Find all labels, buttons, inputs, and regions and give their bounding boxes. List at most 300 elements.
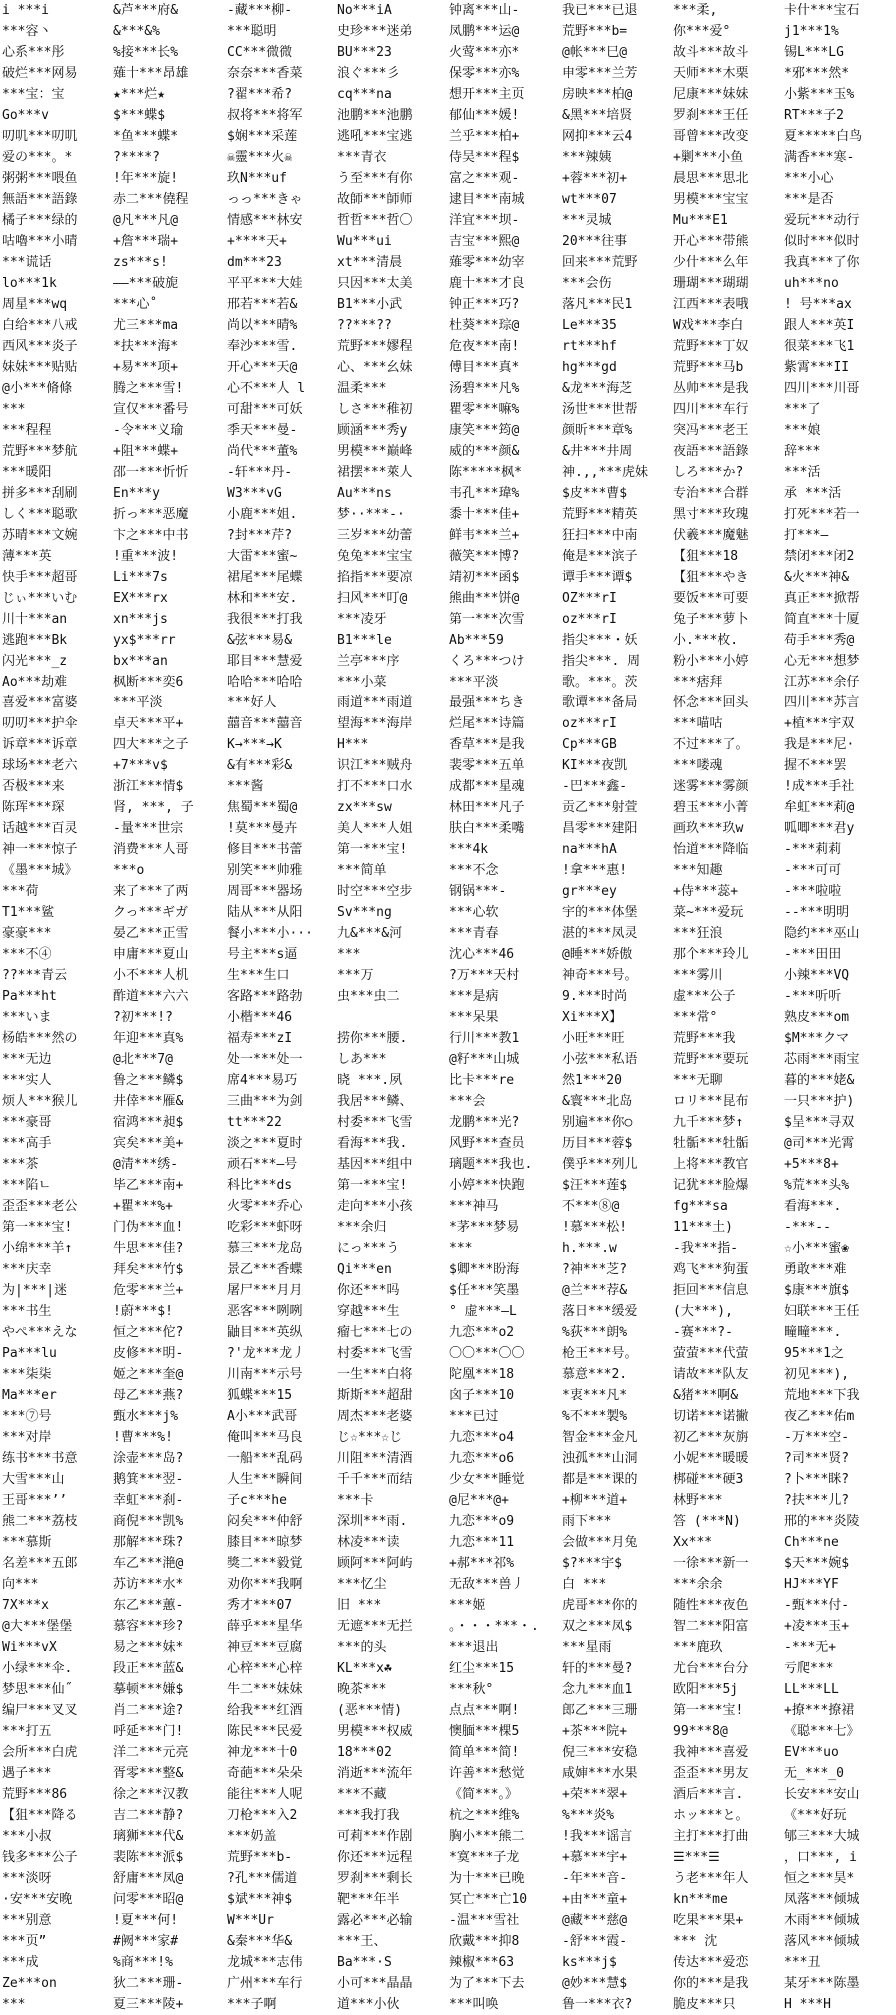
- grid-cell: 心无***想梦: [784, 653, 860, 669]
- grid-cell: 獎二***毅覚: [227, 1555, 303, 1571]
- grid-cell: 大雷***蜜~: [227, 548, 298, 564]
- grid-cell: 小妮***暖暖: [673, 1450, 749, 1466]
- grid-cell: クっ***ギガ: [113, 905, 188, 921]
- grid-cell: ***打五: [2, 1723, 52, 1739]
- grid-cell: 邢的***炎陵: [784, 1513, 860, 1529]
- grid-cell: 18***02: [337, 1744, 392, 1760]
- grid-cell: fg***sa: [673, 1199, 728, 1215]
- grid-cell: 走向***小孩: [337, 1199, 413, 1215]
- grid-cell: 杭之***维%: [449, 1807, 520, 1823]
- grid-cell: 荒野***梦航: [2, 443, 78, 459]
- grid-cell: しさ***稚初: [337, 401, 413, 417]
- grid-cell: ?****?: [113, 149, 160, 165]
- grid-cell: 吉二***静?: [113, 1807, 184, 1823]
- grid-cell: 比卡***re: [449, 1073, 515, 1089]
- grid-cell: 打死***若一: [784, 506, 860, 522]
- grid-cell: 处一***处一: [227, 1052, 303, 1068]
- grid-cell: +茶***院+: [562, 1723, 628, 1739]
- grid-cell: 你还***远程: [337, 1849, 413, 1865]
- grid-cell: ***星雨: [562, 1639, 612, 1655]
- grid-cell: *衷***凡*: [562, 1387, 628, 1403]
- grid-cell: ***无聊: [673, 1073, 723, 1089]
- grid-cell: 无遮***无拦: [337, 1618, 413, 1634]
- grid-cell: ***柔,: [673, 3, 718, 18]
- grid-cell: 酒后***言.: [673, 1786, 744, 1802]
- grid-cell: 瞿零***嘛%: [449, 401, 520, 417]
- grid-cell: 俺是***滨子: [562, 548, 638, 564]
- grid-cell: 深圳***雨.: [337, 1513, 408, 1529]
- grid-cell: 《简***。》: [449, 1786, 518, 1802]
- grid-cell: ***淡呀: [2, 1870, 52, 1886]
- grid-cell: -***听听: [784, 989, 842, 1005]
- grid-cell: ***平淡: [449, 674, 499, 690]
- grid-cell: じ☆***☆じ: [337, 1429, 403, 1445]
- grid-cell: 爱玩***动行: [784, 212, 860, 228]
- grid-cell: $天***婉$: [784, 1555, 850, 1571]
- grid-cell: 双之***凤$: [562, 1618, 633, 1634]
- grid-cell: Li***7s: [113, 569, 168, 585]
- grid-cell: 腾之***雪!: [113, 380, 184, 396]
- grid-cell: 似时***似时: [784, 233, 860, 249]
- grid-cell: +蓉***初+: [562, 170, 628, 186]
- grid-cell: 不过***了。: [673, 737, 749, 753]
- grid-cell: 故師***師师: [337, 191, 413, 207]
- grid-cell: 许善***愁觉: [449, 1765, 525, 1781]
- grid-cell: -藏***柳-: [227, 3, 293, 18]
- grid-cell: 懊腼***棵5: [449, 1723, 520, 1739]
- grid-cell: &弦***易&: [227, 632, 293, 648]
- grid-cell: ***心˚: [113, 296, 158, 312]
- grid-cell: 紫霄***II: [784, 359, 850, 375]
- grid-cell: 第一***宝!: [2, 1220, 73, 1236]
- grid-cell: $斌***神$: [227, 1891, 293, 1907]
- grid-cell: 回来***荒野: [562, 254, 638, 270]
- grid-cell: 时空***空步: [337, 884, 413, 900]
- grid-cell: 人生***瞬间: [227, 1471, 303, 1487]
- grid-cell: $呈***寻双: [784, 1115, 855, 1131]
- grid-cell: 拒回***信息: [673, 1283, 749, 1299]
- grid-cell: W戏***李白: [673, 317, 744, 333]
- grid-cell: *** 沈: [673, 1933, 718, 1949]
- grid-cell: Ch***ne: [784, 1534, 839, 1550]
- grid-cell: 伏羲***魔魅: [673, 527, 749, 543]
- grid-cell: 妹妹***贴贴: [2, 359, 78, 375]
- grid-cell: 牡骺***牡骺: [673, 1136, 749, 1152]
- grid-cell: 易之***妹*: [113, 1639, 184, 1655]
- grid-cell: xn***js: [113, 611, 168, 627]
- grid-cell: zx***sw: [337, 800, 392, 816]
- grid-cell: EV***uo: [784, 1744, 839, 1760]
- grid-cell: 谭手***谭$: [562, 569, 633, 585]
- grid-cell: Ao***劫难: [2, 674, 68, 690]
- grid-cell: 景乙***香蝶: [227, 1262, 303, 1278]
- grid-cell: 兔子***萝卜: [673, 611, 749, 627]
- grid-cell: &有***彩&: [227, 758, 293, 774]
- grid-cell: 荒野***精英: [562, 506, 638, 522]
- grid-cell: 闷矣***仲舒: [227, 1513, 303, 1529]
- grid-cell: 【狙***18: [673, 548, 739, 564]
- grid-cell: 橘子***绿的: [2, 212, 78, 228]
- grid-cell: 粥粥***喂鱼: [2, 170, 78, 186]
- grid-cell: 狄二***珊-: [113, 1975, 184, 1991]
- grid-cell: 牟虹***莉@: [784, 800, 855, 816]
- grid-cell: 轩的***曼?: [562, 1660, 633, 1676]
- grid-cell: 顽石***—号: [227, 1157, 298, 1173]
- grid-cell: 尼康***妹妹: [673, 86, 749, 102]
- grid-cell: 杜葵***琮@: [449, 317, 520, 333]
- grid-cell: 狐蝶***15: [227, 1387, 293, 1403]
- grid-cell: 消逝***流年: [337, 1765, 413, 1781]
- grid-cell: 锡L***LG: [784, 44, 844, 60]
- grid-cell: 然1***20: [562, 1073, 622, 1089]
- grid-cell: 萤萤***代萤: [673, 1346, 749, 1361]
- grid-cell: ***会伤: [562, 275, 612, 291]
- grid-cell: ***好人: [227, 695, 277, 711]
- grid-cell: 指尖***・妖: [562, 632, 638, 648]
- grid-cell: 可甜***可妖: [227, 401, 303, 417]
- grid-cell: 夜乙***佑m: [784, 1408, 855, 1424]
- grid-cell: 斯斯***超甜: [337, 1387, 413, 1403]
- grid-cell: 答 (***N): [673, 1513, 741, 1529]
- grid-cell: 哥曾***改变: [673, 128, 749, 144]
- grid-cell: ☠靈***火☠: [227, 149, 293, 165]
- grid-cell: ***无边: [2, 1052, 52, 1068]
- grid-cell: しあ***: [337, 1052, 387, 1068]
- grid-cell: ??***青云: [2, 968, 68, 984]
- grid-cell: +郝***祁%: [449, 1555, 515, 1571]
- grid-cell: xt***清晨: [337, 254, 403, 270]
- grid-cell: En***y: [113, 485, 160, 501]
- grid-cell: %荒***头%: [784, 1178, 850, 1194]
- grid-cell: 鲁之***鳞$: [113, 1073, 184, 1089]
- grid-cell: 迷雾***雾颜: [673, 779, 749, 795]
- grid-cell: 胥零***整&: [113, 1765, 184, 1781]
- grid-cell: Sv***ng: [337, 905, 392, 921]
- grid-cell: 四大***之子: [113, 737, 189, 753]
- grid-cell: 恶客***咧咧: [227, 1304, 303, 1320]
- grid-cell: 冥亡***亡10: [449, 1891, 528, 1907]
- grid-cell: Le***35: [562, 317, 617, 333]
- grid-cell: 呱唧***君y: [784, 821, 855, 837]
- grid-cell: 耶目***慧爱: [227, 653, 303, 669]
- grid-cell: !我***谣言: [562, 1828, 633, 1844]
- grid-cell: +剿***小鱼: [673, 149, 744, 165]
- grid-cell: 牛二***妹妹: [227, 1681, 303, 1697]
- grid-cell: 你的***是我: [673, 1975, 749, 1991]
- grid-cell: 陈*****枫*: [449, 464, 522, 480]
- grid-cell: ***别意: [2, 1912, 52, 1928]
- grid-cell: ***o: [113, 863, 145, 879]
- grid-cell: Wi***vX: [2, 1639, 57, 1655]
- grid-cell: 荒野***86: [2, 1786, 68, 1802]
- grid-cell: 喜爱***富婆: [2, 695, 78, 711]
- grid-cell: 最强***ちき: [449, 695, 525, 711]
- grid-cell: 宣仅***番号: [113, 401, 189, 417]
- grid-cell: 兔兔***宝宝: [337, 548, 413, 564]
- grid-cell: 不***⑧@: [562, 1199, 620, 1215]
- grid-cell: 给我***红酒: [227, 1702, 303, 1718]
- grid-cell: 九&***&河: [337, 926, 403, 942]
- grid-cell: ?扶***儿?: [784, 1492, 850, 1508]
- grid-cell: 智二***阳富: [673, 1618, 749, 1634]
- grid-cell: 段正***蓝&: [113, 1660, 184, 1676]
- grid-cell: @司***光霄: [784, 1136, 855, 1152]
- grid-cell: 席4***易巧: [227, 1073, 298, 1089]
- grid-cell: 暮的***姥&: [784, 1073, 855, 1089]
- grid-cell: ***喽魂: [673, 758, 723, 774]
- grid-cell: !曹***%!: [113, 1429, 173, 1445]
- grid-cell: 来了***了两: [113, 884, 189, 900]
- grid-cell: 熊曲***饼@: [449, 590, 520, 606]
- grid-cell: 三曲***为剑: [227, 1094, 303, 1110]
- grid-cell: 林和***安.: [227, 590, 298, 606]
- grid-cell: 少什***么年: [673, 254, 749, 270]
- grid-cell: 昌零***建阳: [562, 821, 638, 837]
- grid-cell: cq***na: [337, 86, 392, 102]
- grid-cell: 别笑***帅雅: [227, 863, 303, 879]
- grid-cell: 承 ***活: [784, 485, 842, 501]
- grid-cell: 为了***下去: [449, 1975, 525, 1991]
- grid-cell: 握不***罢: [784, 758, 847, 774]
- grid-cell: 枫断***奕6: [113, 674, 184, 690]
- grid-cell: kn***me: [673, 1891, 728, 1907]
- grid-cell: Xi***X】: [562, 1010, 622, 1026]
- grid-cell: 我是***尼·: [784, 737, 855, 753]
- grid-cell: %不***製%: [562, 1408, 628, 1424]
- grid-cell: 可莉***作剧: [337, 1828, 413, 1844]
- grid-cell: +凌***玉+: [784, 1618, 850, 1634]
- grid-cell: 瘤七***七の: [337, 1325, 413, 1341]
- grid-cell: ***神马: [449, 1199, 499, 1215]
- grid-cell: ***陷ㄴ: [2, 1178, 52, 1194]
- grid-cell: 川十***an: [2, 611, 68, 627]
- grid-cell: 否极***来: [2, 779, 65, 795]
- grid-cell: 夏*****白鸟: [784, 128, 863, 144]
- grid-cell: 浙江***情$: [113, 779, 184, 795]
- grid-cell: 科比***ds: [227, 1178, 293, 1194]
- grid-cell: 练书***书意: [2, 1450, 78, 1466]
- grid-cell: $卿***盼海: [449, 1262, 520, 1278]
- grid-cell: 情感***林安: [227, 212, 303, 228]
- grid-cell: &寰***北岛: [562, 1094, 633, 1110]
- grid-cell: 木雨***倾城: [784, 1912, 860, 1928]
- grid-cell: 肤白***柔嘴: [449, 821, 525, 837]
- grid-cell: 为|***|迷: [2, 1283, 68, 1299]
- grid-cell: 浊孤***山洞: [562, 1450, 638, 1466]
- grid-cell: 简直***十厦: [784, 611, 860, 627]
- grid-cell: 我神***喜爱: [673, 1744, 749, 1760]
- grid-cell: ***退出: [449, 1639, 499, 1655]
- grid-cell: 洋二***元亮: [113, 1744, 189, 1760]
- grid-cell: +慕***宇+: [562, 1849, 628, 1865]
- grid-cell: ***柒柒: [2, 1366, 52, 1382]
- grid-cell: ***叫唤: [449, 1996, 499, 2012]
- grid-cell: 川阻***清酒: [337, 1450, 413, 1466]
- grid-cell: ***鹿玖: [673, 1639, 723, 1655]
- grid-cell: 上将***教官: [673, 1157, 749, 1173]
- grid-cell: -温***雪社: [449, 1912, 520, 1928]
- grid-cell: ***姬: [449, 1597, 486, 1613]
- grid-cell: zs***s!: [113, 254, 168, 270]
- grid-cell: 富之***观-: [449, 170, 520, 186]
- grid-cell: 江西***表哦: [673, 296, 749, 312]
- grid-cell: @睡***娇傲: [562, 947, 633, 963]
- grid-cell: $M***クマ: [784, 1031, 850, 1047]
- grid-cell: @大***堡堡: [2, 1618, 73, 1634]
- grid-cell: j1***1%: [784, 23, 839, 39]
- grid-cell: 季天***曼-: [227, 422, 298, 438]
- grid-cell: 一徐***新一: [673, 1555, 749, 1571]
- grid-cell: ?神***芝?: [562, 1262, 628, 1278]
- grid-cell: 四川***车行: [673, 401, 749, 417]
- grid-cell: ***奶盖: [227, 1828, 277, 1844]
- grid-cell: 徐之***汉教: [113, 1786, 189, 1802]
- grid-cell: 九恋***o2: [449, 1325, 515, 1341]
- grid-cell: +詹***瑞+: [113, 233, 179, 249]
- grid-cell: 傅目***真*: [449, 359, 520, 375]
- grid-cell: ! 号***ax: [784, 296, 852, 312]
- grid-cell: 男模***权威: [337, 1723, 413, 1739]
- grid-cell: 诉章***诉章: [2, 737, 78, 753]
- grid-cell: 夜語***語錄: [673, 443, 749, 459]
- grid-cell: 车乙***滟@: [113, 1555, 184, 1571]
- grid-cell: 舒庸***凤@: [113, 1870, 184, 1886]
- grid-cell: 打***—: [784, 527, 829, 543]
- grid-cell: ***青春: [449, 926, 499, 942]
- grid-cell: %商***!%: [113, 1954, 173, 1970]
- grid-cell: rt***hf: [562, 338, 617, 354]
- grid-cell: $娴***采莲: [227, 128, 298, 144]
- grid-cell: 顾阿***阿屿: [337, 1555, 413, 1571]
- grid-cell: 逃吼***宝逃: [337, 128, 413, 144]
- grid-cell: ***万: [337, 968, 374, 984]
- grid-cell: 心系***彤: [2, 44, 65, 60]
- grid-cell: 俺叫***马良: [227, 1429, 303, 1445]
- grid-cell: 妇联***王任: [784, 1304, 860, 1320]
- grid-cell: oz***rI: [562, 611, 617, 627]
- grid-cell: Ba***·S: [337, 1954, 392, 1970]
- grid-cell: 脆皮***只: [673, 1996, 736, 2012]
- grid-cell: 周哥***器场: [227, 884, 303, 900]
- grid-cell: ***4k: [449, 842, 489, 858]
- grid-cell: 扫风***叮@: [337, 590, 408, 606]
- grid-cell: ***是否: [784, 191, 834, 207]
- grid-cell: 简单***简!: [449, 1744, 520, 1760]
- grid-cell: 看海***.: [784, 1199, 842, 1215]
- grid-cell: 客路***路勃: [227, 989, 303, 1005]
- grid-cell: 川南***示号: [227, 1366, 303, 1382]
- grid-cell: 幸虹***刹-: [113, 1492, 184, 1508]
- grid-cell: 念九***血1: [562, 1681, 633, 1697]
- grid-cell: 长安***安山: [784, 1786, 860, 1802]
- grid-cell: i ***i: [2, 3, 49, 18]
- grid-cell: ***いま: [2, 1010, 52, 1026]
- grid-cell: 男模***宝宝: [673, 191, 749, 207]
- grid-cell: ***小叔: [2, 1828, 52, 1844]
- grid-cell: 囍音***囍音: [227, 716, 303, 732]
- grid-cell: yx$***rr: [113, 632, 176, 648]
- grid-cell: ***会: [449, 1094, 486, 1110]
- grid-cell: ***卡: [337, 1492, 374, 1508]
- grid-cell: +撩***撩裙: [784, 1702, 855, 1718]
- grid-cell: 狂扫***中南: [562, 527, 638, 543]
- grid-cell: 请故***队友: [673, 1366, 749, 1382]
- grid-cell: ***平淡: [113, 695, 163, 711]
- grid-cell: KL***x☘: [337, 1660, 392, 1676]
- grid-cell: くろ***つけ: [449, 653, 525, 669]
- grid-cell: Go***v: [2, 107, 49, 123]
- grid-cell: 裙摆***萊人: [337, 464, 413, 480]
- grid-cell: ***不念: [449, 863, 499, 879]
- grid-cell: 切诺***诺撇: [673, 1408, 749, 1424]
- grid-cell: W***Ur: [227, 1912, 274, 1928]
- grid-cell: 隐约***巫山: [784, 926, 860, 942]
- grid-cell: 那个***玲儿: [673, 947, 749, 963]
- grid-cell: 广州***车行: [227, 1975, 303, 1991]
- grid-cell: 某牙***陈墨: [784, 1975, 860, 1991]
- grid-cell: -***田田: [784, 947, 842, 963]
- grid-cell: 四川***川哥: [784, 380, 860, 396]
- grid-cell: ***高手: [2, 1136, 52, 1152]
- grid-cell: $?***宇$: [562, 1555, 622, 1571]
- grid-cell: 网抑***云4: [562, 128, 633, 144]
- grid-cell: Qi***en: [337, 1262, 392, 1278]
- grid-cell: 历目***蓉$: [562, 1136, 633, 1152]
- grid-cell: ***酱: [227, 779, 264, 795]
- grid-cell: ?卜***眯?: [784, 1471, 850, 1487]
- grid-cell: 鲁一***衣?: [562, 1996, 633, 2012]
- grid-cell: &***&%: [113, 23, 160, 39]
- grid-cell: &龙***海芝: [562, 380, 633, 396]
- grid-cell: 龙鹏***光?: [449, 1115, 520, 1131]
- grid-cell: 宾矣***美+: [113, 1136, 184, 1152]
- grid-cell: 心梓***心梓: [227, 1660, 303, 1676]
- grid-cell: 梦思***仙˝: [2, 1681, 73, 1697]
- grid-cell: hg***gd: [562, 359, 617, 375]
- grid-cell: 风野***查员: [449, 1136, 525, 1152]
- grid-cell: 江苏***余仔: [784, 674, 860, 690]
- grid-cell: 薙十***昂雄: [113, 65, 189, 81]
- grid-cell: !蔚***$!: [113, 1304, 173, 1320]
- grid-cell: ***凌牙: [337, 611, 387, 627]
- grid-cell: RT***子2: [784, 107, 844, 123]
- grid-cell: Cp***GB: [562, 737, 617, 753]
- grid-cell: 威的***颜&: [449, 443, 520, 459]
- grid-cell: 号主***s逼: [227, 947, 298, 963]
- grid-cell: 少女***睡觉: [449, 1471, 525, 1487]
- grid-cell: 我很***打我: [227, 611, 303, 627]
- grid-cell: 姬之***奎@: [113, 1366, 184, 1382]
- grid-cell: じぃ***いむ: [2, 590, 78, 606]
- grid-cell: No***iA: [337, 3, 392, 18]
- grid-cell: 卡什***宝石: [784, 3, 860, 18]
- grid-cell: 鸡飞***狗蛋: [673, 1262, 749, 1278]
- grid-cell: B1***小武: [337, 296, 403, 312]
- grid-cell: 村委***飞雪: [337, 1346, 413, 1361]
- grid-cell: B1***le: [337, 632, 392, 648]
- grid-cell: 僕乎***列儿: [562, 1157, 638, 1173]
- grid-cell: 雨道***雨道: [337, 695, 413, 711]
- grid-cell: @北***7@: [113, 1052, 173, 1068]
- grid-cell: にっ***う: [337, 1241, 400, 1257]
- grid-cell: 罗刹***剩长: [337, 1870, 413, 1886]
- grid-cell: 吃果***果+: [673, 1912, 744, 1928]
- grid-cell: 无_***_0: [784, 1765, 844, 1781]
- grid-cell: ??***??: [337, 317, 392, 333]
- grid-cell: &黑***培贤: [562, 107, 633, 123]
- grid-cell: 颜昕***章%: [562, 422, 633, 438]
- grid-cell: bx***an: [113, 653, 168, 669]
